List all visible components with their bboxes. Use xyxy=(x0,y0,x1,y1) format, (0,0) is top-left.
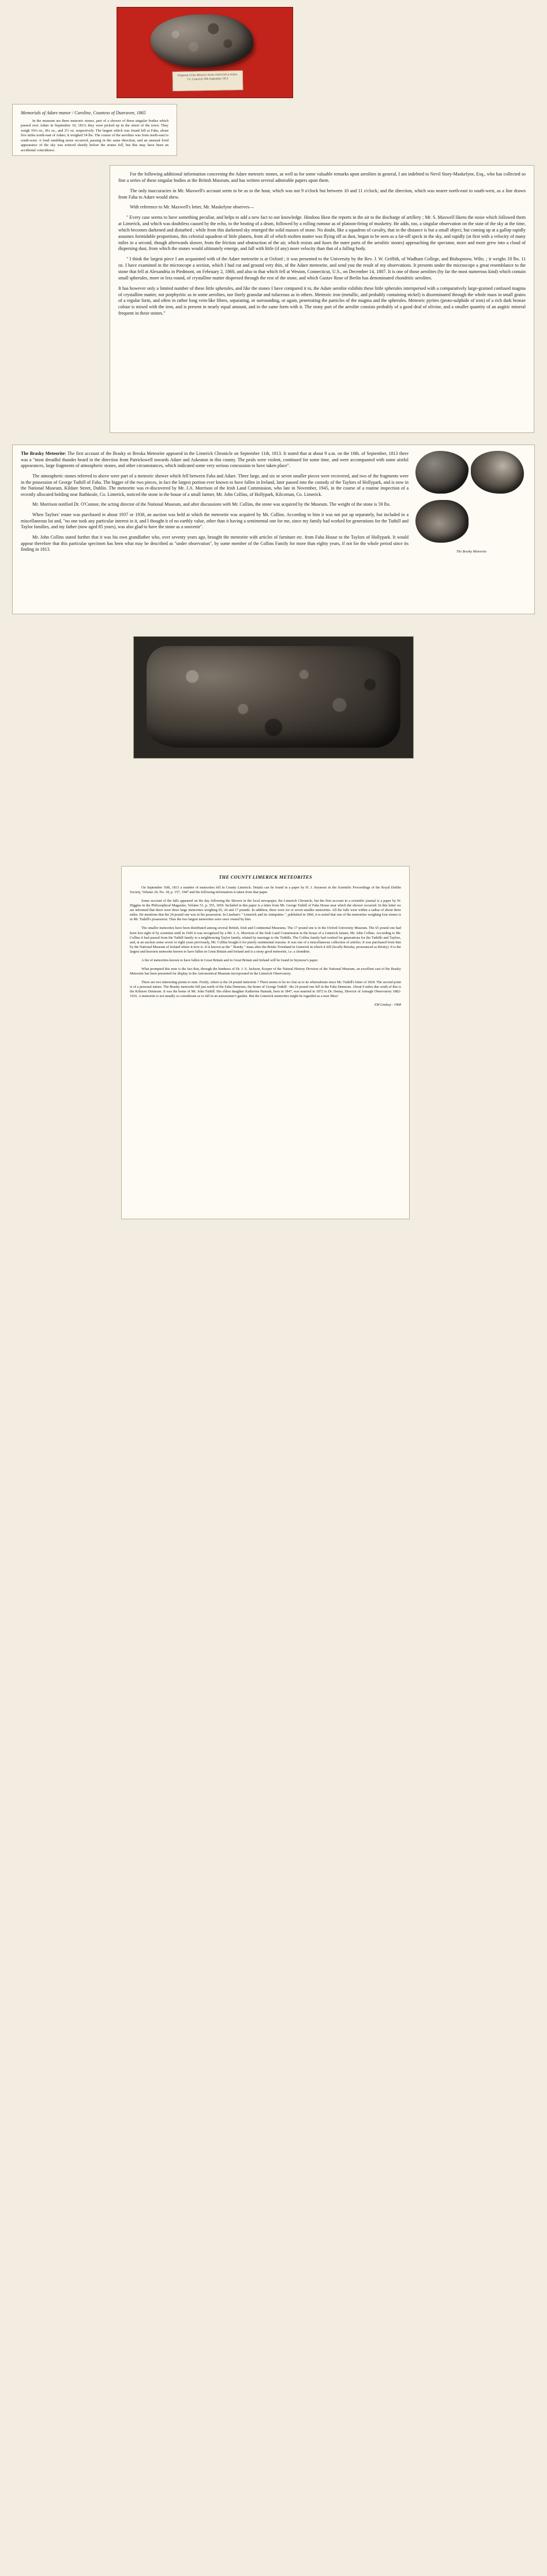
brasky-meteorite-photo-3 xyxy=(415,500,469,543)
county-paragraph-1: On September 10th, 1813 a number of meteorites fell in County Limerick. Details can be found in a paper by H. J. Seymour in the Scientific Proceedings of the Royal Dublin Society, Volume 24, No. 18, p. 157, 1947 and the following information is taken from that paper. xyxy=(130,886,401,895)
maskelyne-paragraph-3: With reference to Mr. Maxwell's letter, Mr. Maskelyne observes— xyxy=(130,204,254,210)
panel-maskelyne-account xyxy=(110,165,534,433)
county-paragraph-4: A list of meteorites known to have fallen in Great Britain and in Great Britain and Ireland will be found in Seymour's paper. xyxy=(141,958,319,962)
memorials-caption: Memorials of Adare manor / Caroline, Countess of Dunraven, 1865 xyxy=(21,110,146,115)
brasky-meteorite-photo-2 xyxy=(471,451,524,494)
county-limerick-title: THE COUNTY LIMERICK METEORITES xyxy=(219,875,312,880)
brasky-image-column xyxy=(415,451,527,554)
adare-meteorite-photo xyxy=(117,7,293,98)
county-paragraph-2: Some account of the falls appeared on the day following the Shower in the local newspaper, the Limerick Chronicle, but the first account in a scientific journal is a paper by W. Higgins in the Philosophical Magazine, Volume 51, p. 355, 1818. Included in this paper is a letter from Mr. George Tuthill of Faha House near which the shower occurred. In this letter we are informed that there were three large meteorites weighing 65, 24 and 17 pounds. In addition, there were six or seven smaller meteorites. All the falls were within a radius of about three miles. He mentions that the 24 pound one was in his possession. In Linehan's " Limerick and its Antiquities ", published in 1866, it is noted that one of the meteorites weighing four stones is in Mr. Tuthill's possession. Thus the two largest meteorites were once owned by him. xyxy=(130,899,401,922)
panel-county-limerick-meteorites xyxy=(121,866,410,1219)
meteorite-slab-photo xyxy=(133,636,414,759)
meteorite-specimen-image xyxy=(151,14,253,68)
county-paragraph-6: There are two interesting points to note. Firstly, where is the 24 pound meteorite ? There seems to be no clue as to its whereabouts since Mr. Tuthill's letter of 1818. The second point is of a personal nature. The Brasky meteorite fell just north of the Faha Demesne, the home of George Tuthill : the 24 pound one fell in the Faha Demesne. About 9 miles due south of this is the Kilmore Demesne. It was the home of Mr. John Tuthill. His eldest daughter Katherine Hannah, born in 1847, was married in 1872 to Dr. Denny, Director of Armagh Observatory 1882-1916. A meteorite is not usually so considerate as to fall in an astronomer's garden. But the Limerick meteorites might be regarded as a near Miss! xyxy=(130,980,401,999)
county-paragraph-3: The smaller meteorites have been distributed among several British, Irish and Continental Museums. The 17 pound one is in the Oxford University Museum. The 65 pound one had been lost sight of by scientists until in 1945 it was recognized by a Mr. J. A. Morrison of the Irish Land Commission in the house of a Limerick farmer, Mr. John Collins. According to Mr. Collins it had passed from the Tuthill family to a neighbouring Taylor family, related by marriage to the Tuthills. The Collins family had worked for generations for the Tuthills and Taylors, and, at an auction some seven or eight years previously, Mr. Collins bought it for purely sentimental reasons. It was one of a miscellaneous collection of articles. It was purchased from him by the National Museum of Ireland where it now is. It is known as the " Brasky " mass after the Brisks Townland in Limerick in which it fell (locally Brisska, pronounced as Brisky). It is the largest and heaviest meteorite known to have fallen in Great Britain and Ireland and is a stony good meteorite, i.e. a chondrite. xyxy=(130,926,401,954)
author-signature: EM Lindsay - 1968 xyxy=(374,1003,401,1007)
brasky-paragraph-2: The atmospheric stones referred to above were part of a meteoric shower which fell between Faha and Adare. Three large, and six or seven smaller pieces were recovered, and two of the fragments were in the possession of George Tuthill of Faha. The bigger of the two pieces, in fact the largest portion ever known to have fallen in Ireland, later passed into the custody of the Taylors of Hollypark, and is now in the National Museum, Kildare Street, Dublin. The meteorite was re-discovered by Mr. J.A. Morrison of the Irish Land Commission, who late in November, 1945, in the course of a routine inspection of a recently allocated holding near Rathkeale, Co. Limerick, noticed the stone in the house of a small farmer, Mr. John Collins, of Hollypark, Kilcornan, Co. Limerick. xyxy=(21,473,409,497)
brasky-paragraph-5: Mr. John Collins stated further that it was his own grandfather who, over seventy years ago, brought the meteorite with articles of furniture etc. from Faha House to the Taylors of Hollypark. It would appear therefore that this particular specimen has been what may be described as "under observation", by some member of the Collins Family for more than eighty years, if not for the whole period since its finding in 1813. xyxy=(21,534,409,552)
brasky-paragraph-3: Mr. Morrison notified Dr. O'Connor, the acting director of the National Museum, and after discussions with Mr. Collins, the stone was acquired by the Museum. The weight of the stone is 59 lbs. xyxy=(32,502,391,507)
panel-memorials-of-adare xyxy=(12,104,177,156)
maskelyne-paragraph-1: For the following additional information concerning the Adare meteoric stones, as well as for some valuable remarks upon aerolites in general, I am indebted to Nevil Story-Maskelyne, Esq., who has collected so fine a series of these singular bodies at the British Museum, and has written several admirable papers upon them. xyxy=(118,171,526,183)
meteorite-slab-image xyxy=(147,646,400,748)
specimen-label-card: Fragment of the Meteoric Stone which fell at Adare, Co. Limerick 10th September 1813 xyxy=(173,70,243,91)
memorials-paragraph: In the museum are three meteoric stones, part of a shower of these singular bodies which passed over Adare in September 10, 1813; they were picked up in the street of the town. They weigh 10¼ oz., 8¼ oz., and 2½ oz. respectively. The largest which was found fell at Faha, about five miles north-east of Adare; it weighed 54 lbs. The course of the aerolites was from north-east to south-west. A loud rumbling noise occurred, passing in the same direction, and an unusual livid appearance of the sky was noticed shortly before the stones fell, but this may have been an accidental coincidence. xyxy=(21,119,168,152)
brasky-paragraph-1: The first account of the Brasky or Breska Meteorite appeared in the Limerick Chronicle on September 11th, 1813. It stated that at about 9 a.m. on the 10th. of September, 1813 there was a "most dreadful thunder heard in the direction from Patrickswell towards Adare and Askeaton in this county. The peals were violent, continued for some time, and were accompanied with some aistful appearances, large fragments of atmospheric stones, and other circumstances, which indicated some very serious concussion to have taken place". xyxy=(21,451,409,469)
brasky-image-caption: The Brasky Meteorite xyxy=(456,550,486,554)
maskelyne-paragraph-6: It has however only a limited number of these little spherules, and like the stones I have compared it to, the Adare aerolite exhibits these little spherules interspersed with a comparatively large-grained confused magma of crystalline matter, not porphyritic as in some aerolites, nor finely granular and tufaceous as in others. Meteoric iron (metallic, and probably containing nickel) is disseminated through the whole mass in small grains of a regular form, and often in rather long vein-like fibres, separating, or surrounding, or again, penetrating the particles of the magma and the spherules. Meteoric pyrites (proto-sulphide of iron) of a rich dark bronze colour is mixed with the iron, and is present in nearly equal amount, and in the same form with it. The stony part of the aerolite consists probably of a good deal of olivine, and a smaller quantity of an augitic mineral frequent in these stones." xyxy=(118,285,526,316)
brasky-meteorite-photo-1 xyxy=(415,451,469,494)
maskelyne-paragraph-4: " Every case seems to have something peculiar, and helps to add a new fact to our knowledge. Hindoos liken the reports in the air to the discharge of artillery ; Mr. S. Maxwell likens the noise which followed them at Limerick, and which was doubtless caused by the echo, to the beating of a drum, followed by a rolling rumour as of platoon-firing of musketry. He adds, too, a singular observation on the state of the sky at the time, which becomes darkened and disturbed ; while from this darkened sky emerged the solid masses of stone. No doubt, like a squadron of cavalry, that in the distance is but a small object, but coming up at a gallop rapidly assumes formidable proportions, this celestial squadron of little planets, from all of which molten matter was flying off as dust, began to be seen as a far-off speck in the sky, and rapidly (at first with a velocity of many miles in a second, though afterwards slower, from the friction and obstruction of the air, which resists and fuses the outer parts of the aerolitic stones) approaching the spectator, more and more grew into a cloud of dispersing dust, from which the stones would ultimately emerge, and fall with little (if any) more velocity than that of a falling body. xyxy=(118,215,526,252)
county-paragraph-5: What prompted this note is the fact that, through the kindness of Dr. J. S. Jackson, Keeper of the Natural History Division of the National Museum, an excellent cast of the Brasky Meteorite has been presented for display in the Astronomical Museum incorporated in the Limerick Observatory. xyxy=(130,966,401,976)
maskelyne-paragraph-5: " I think the largest piece I am acquainted with of the Adare meteorite is at Oxford ; it was presented to the University by the Rev. J. W. Griffith, of Wadham College, and Bishopstow, Wilts. ; it weighs 18 lbs. 11 oz. I have examined in the microscope a section, which I had cut and ground very thin, of the Adare meteorite, and send you the result of my observations. It presents under the microscope a great resemblance to the stone that fell at Alexandria in Piedmont, on February 2, 1860, and also to that which fell at Weston, Connecticut, U.S., on December 14, 1807. It is one of those aerolites (by far the most numerous kind) which contain small spherules, more or less round, of crystalline matter dispersed through the rest of the stone, and which Gustav Rose of Berlin has denominated chondritic aerolites. xyxy=(118,256,526,281)
maskelyne-paragraph-2: The only inaccuracies in Mr. Maxwell's account seem to be as to the hour, which was not 9 o'clock but between 10 and 11 o'clock; and the direction, which was nearer north-east to south-west, as a line drawn from Faha to Adare would shew. xyxy=(118,188,526,200)
brasky-title: The Brasky Meteorite: xyxy=(21,451,66,456)
panel-brasky-meteorite xyxy=(12,445,535,614)
brasky-paragraph-4: When Taylors' estate was purchased in about 1937 or 1938, an auction was held at which the meteorite was acquired by Mr. Collins. According to him it was not put up separately, but included in a miscellaneous lot and, "no one took any particular interest in it, and I thought it of no earthly value, other than it having a sentimental one for me, since my family had worked for generations for the Tuthill and Taylor families, and my father (now aged 85 years), was also glad to have the stone as a souvenir". xyxy=(21,512,409,530)
